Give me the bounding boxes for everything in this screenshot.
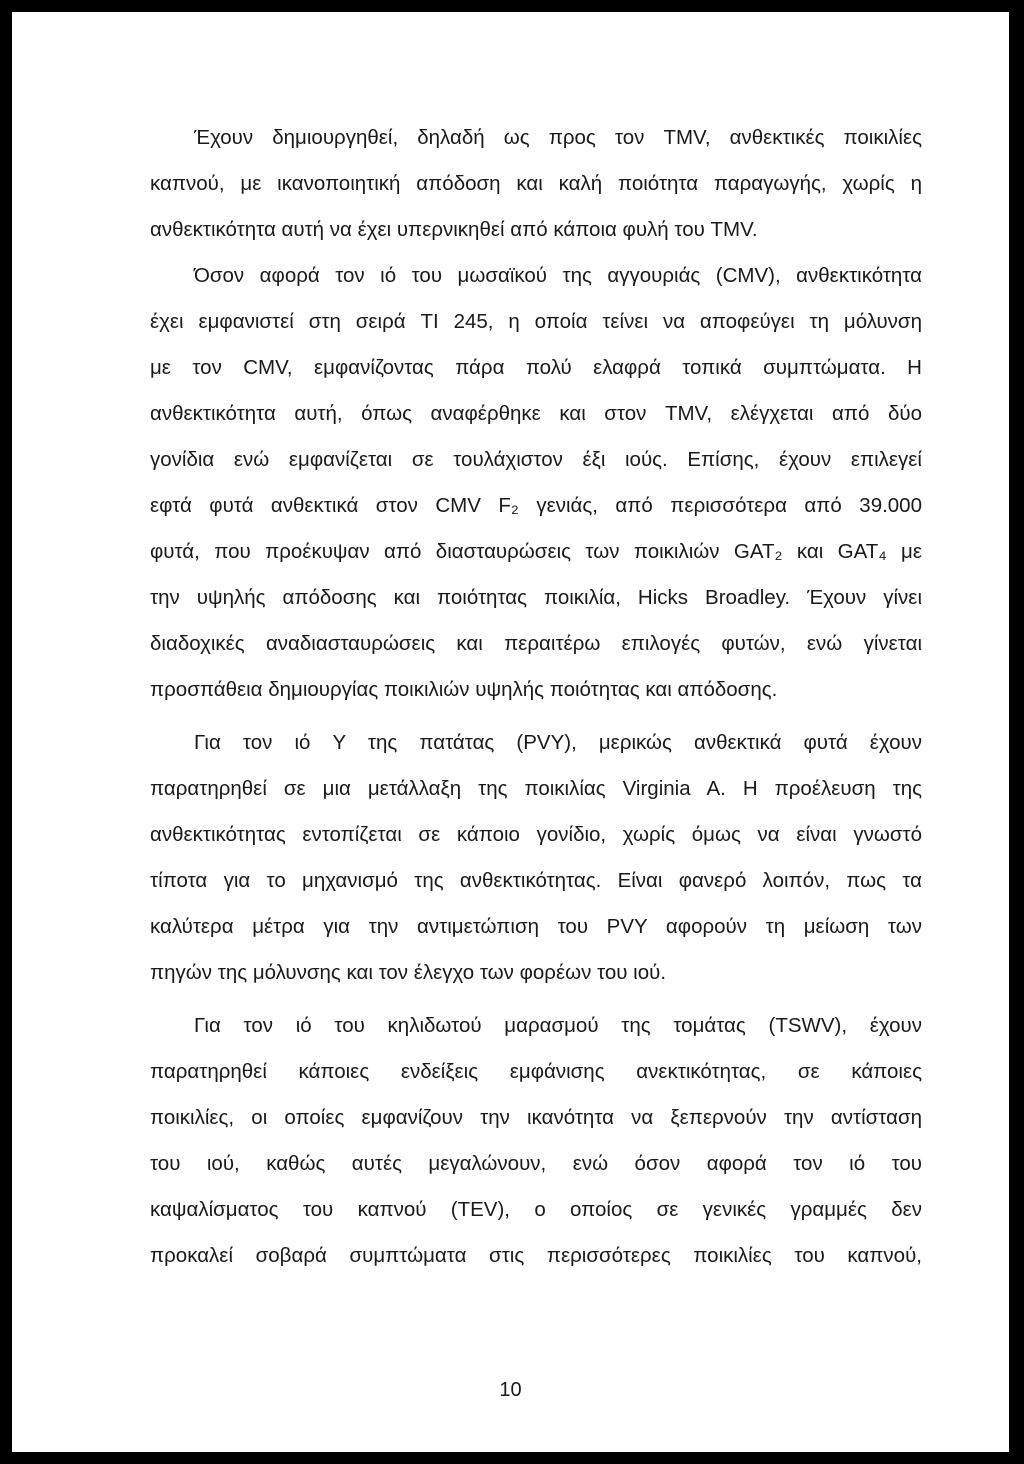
document-page (12, 12, 1009, 1452)
text-line: Για τον ιό του κηλιδωτού μαρασμού της τομάτας (TSWV), έχουν (194, 1014, 922, 1037)
text-line: φυτά, που προέκυψαν από διασταυρώσεις των ποικιλιών GAT₂ και GAT₄ με (150, 540, 922, 563)
text-line: Όσον αφορά τον ιό του μωσαϊκού της αγγουριάς (CMV), ανθεκτικότητα (194, 264, 922, 287)
text-line: έχει εμφανιστεί στη σειρά TI 245, η οποία τείνει να αποφεύγει τη μόλυνση (150, 310, 922, 333)
text-line: ανθεκτικότητα αυτή να έχει υπερνικηθεί από κάποια φυλή του TMV. (150, 218, 758, 241)
text-line: την υψηλής απόδοσης και ποιότητας ποικιλία, Hicks Broadley. Έχουν γίνει (150, 586, 922, 609)
text-line: καλύτερα μέτρα για την αντιμετώπιση του PVY αφορούν τη μείωση των (150, 915, 922, 938)
text-line: τίποτα για το μηχανισμό της ανθεκτικότητας. Είναι φανερό λοιπόν, πως τα (150, 869, 922, 892)
text-line: του ιού, καθώς αυτές μεγαλώνουν, ενώ όσον αφορά τον ιό του (150, 1152, 922, 1175)
text-line: Για τον ιό Y της πατάτας (PVY), μερικώς ανθεκτικά φυτά έχουν (194, 731, 922, 754)
text-line: διαδοχικές αναδιασταυρώσεις και περαιτέρω επιλογές φυτών, ενώ γίνεται (150, 632, 922, 655)
text-line: πηγών της μόλυνσης και τον έλεγχο των φορέων του ιού. (150, 961, 667, 984)
text-line: καπνού, με ικανοποιητική απόδοση και καλή ποιότητα παραγωγής, χωρίς η (150, 172, 922, 195)
text-line: γονίδια ενώ εμφανίζεται σε τουλάχιστον έξι ιούς. Επίσης, έχουν επιλεγεί (150, 448, 922, 471)
text-line: παρατηρηθεί σε μια μετάλλαξη της ποικιλίας Virginia A. Η προέλευση της (150, 777, 922, 800)
text-line: Έχουν δημιουργηθεί, δηλαδή ως προς τον TMV, ανθεκτικές ποικιλίες (194, 126, 922, 149)
page-number: 10 (499, 1379, 522, 1401)
text-line: με τον CMV, εμφανίζοντας πάρα πολύ ελαφρά τοπικά συμπτώματα. Η (150, 356, 922, 379)
text-line: ανθεκτικότητα αυτή, όπως αναφέρθηκε και στον TMV, ελέγχεται από δύο (150, 402, 922, 425)
text-line: εφτά φυτά ανθεκτικά στον CMV F₂ γενιάς, από περισσότερα από 39.000 (150, 494, 922, 517)
text-line: ποικιλίες, οι οποίες εμφανίζουν την ικανότητα να ξεπερνούν την αντίσταση (150, 1106, 922, 1129)
text-line: καψαλίσματος του καπνού (TEV), ο οποίος σε γενικές γραμμές δεν (150, 1198, 922, 1221)
text-line: ανθεκτικότητας εντοπίζεται σε κάποιο γονίδιο, χωρίς όμως να είναι γνωστό (150, 823, 922, 846)
text-line: προκαλεί σοβαρά συμπτώματα στις περισσότερες ποικιλίες του καπνού, (150, 1244, 922, 1267)
text-line: παρατηρηθεί κάποιες ενδείξεις εμφάνισης ανεκτικότητας, σε κάποιες (150, 1060, 922, 1083)
text-line: προσπάθεια δημιουργίας ποικιλιών υψηλής ποιότητας και απόδοσης. (150, 678, 778, 701)
